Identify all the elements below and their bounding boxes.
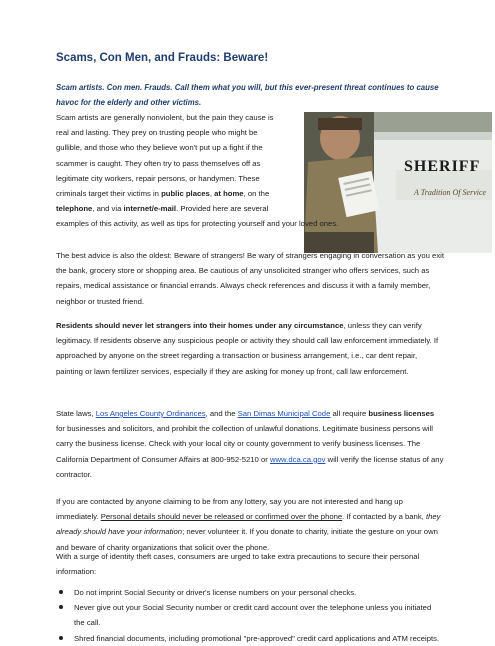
precautions-list [56,585,444,646]
dca-website-link[interactable]: www.dca.ca.gov [269,454,326,464]
bank-info-emphasis: they already should have your information [56,512,441,537]
san-dimas-municipal-code-link[interactable]: San Dimas Municipal Code [237,409,331,418]
paragraph-text: State laws, [56,409,96,418]
public-places-emphasis: public places [161,189,210,199]
never-let-strangers-paragraph [56,318,444,379]
paragraph-text: will verify the license status of any contractor. [56,454,444,479]
list-item-text: Never give out your Social Security number or credit card account over the telephone unless you initiated the call. [74,603,432,628]
list-item [56,585,444,600]
never-let-strangers-emphasis: Residents should never let strangers into their homes under any circumstance [56,321,344,330]
business-licenses-paragraph [56,406,444,482]
telephone-emphasis: telephone [56,204,93,214]
intro-text: criminals target their victims in [56,189,162,199]
list-item-text: Shred financial documents, including promotional "pre-approved" credit card applications and ATM receipts. [74,633,440,643]
bullet-icon [59,636,63,640]
paragraph-text: all require [330,409,369,418]
intro-text: , on the [243,189,270,199]
subtitle: Scam artists. Con men. Frauds. Call them what you will, but this ever-present threat continues to cause havoc for the elderly and other victims. [56,83,439,107]
list-item-text: Do not imprint Social Security or driver's license numbers on your personal checks. [74,588,357,597]
paragraph-text: , unless they can verify legitimacy. If residents observe any suspicious people or activity they should call law enforcement immediately. If approached by anyone on the street regarding a transaction or business arrangement, i.e., car dent repair, painting or lawn fertilizer services, especially if they are asking for money up front, call law enforcement. [56,321,439,376]
intro-paragraph [56,110,444,232]
la-county-ordinances-link[interactable]: Los Angeles County Ordinances [95,409,206,418]
page-title: Scams, Con Men, and Frauds: Beware! [56,52,269,64]
bullet-icon [59,590,63,594]
intro-line: legitimate city workers, repair persons, or handymen. These [56,173,260,183]
intro-line: scammer is caught. They often try to pass themselves off as [56,158,261,168]
internet-email-emphasis: internet/e-mail [123,204,177,214]
intro-line: gullible, and those who they believe won't put up a fight if the [56,143,263,153]
paragraph-text: for businesses and solicitors, and prohibit the collection of unlawful donations. Legitimate business persons will carry the business license. Check with your local city or county government to verify business licenses. The California Department of Consumer Affairs at 800-952-5210 or [56,424,433,464]
beware-strangers-paragraph: The best advice is also the oldest: Beware of strangers! Be wary of strangers engaging in conversation as you exit the bank, grocery store or shopping area. Be cautious of any unsolicited stranger who offers services, such as repairs, medical assistance or financial errands. Always check references and discuss it with a family member, neighbor or trusted friend. [56,251,445,306]
paragraph-text: ; never volunteer it. If you donate to charity, initiate the gesture on your own and beware of charity organizations that solicit over the phone. [56,527,438,552]
identity-theft-paragraph: With a surge of identity theft cases, consumers are urged to take extra precautions to secure their personal information: [56,552,420,577]
paragraph-text: . If contacted by a bank, [342,512,426,522]
sheriff-motto-text: A Tradition Of Service [414,188,487,197]
intro-line [56,201,444,216]
list-item [56,600,444,630]
intro-text: . Provided here are several [176,204,269,214]
intro-line: examples of this activity, as well as tips for protecting yourself and your loved ones. [56,219,339,229]
bullet-icon [59,605,63,609]
paragraph-text: If you are contacted by anyone claiming to be from any lottery, say you are not interested and hang up immediately. [56,497,403,522]
personal-details-warning: Personal details should never be released or confirmed over the phone [100,512,343,522]
business-licenses-emphasis: business licenses [368,409,435,418]
intro-line [56,186,444,201]
lottery-phone-paragraph [56,494,444,555]
list-item [56,631,444,646]
sheriff-sign-text: SHERIFF [404,158,481,175]
intro-text: , [209,189,215,199]
paragraph-text: , and the [205,409,238,418]
intro-line: Scam artists are generally nonviolent, but the pain they cause is [56,113,274,122]
intro-line: real and lasting. They prey on trusting people who might be [56,128,258,138]
intro-text: , and via [92,204,124,214]
at-home-emphasis: at home [214,189,244,199]
